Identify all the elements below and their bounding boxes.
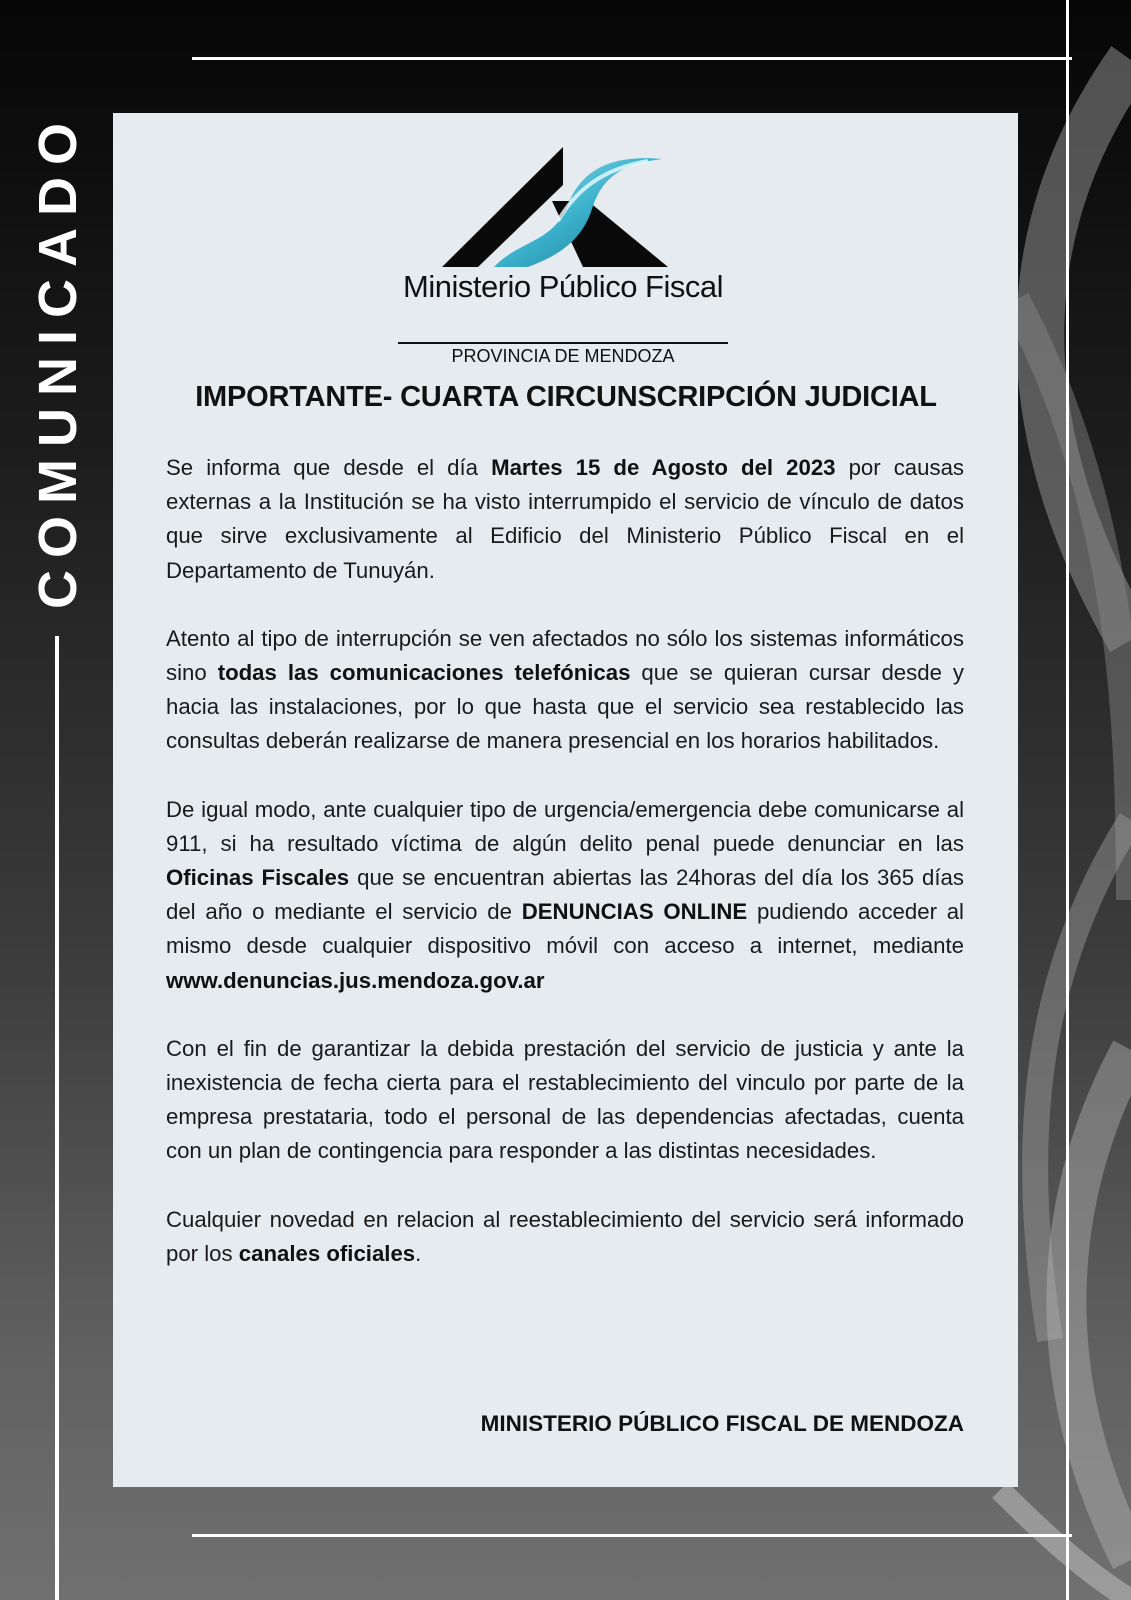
ministerio-publico-fiscal-emblem-icon xyxy=(378,143,748,273)
text-span: por causas externas a la Institución se ha visto interrumpido el servicio de vínculo de datos que sirve exclusivamente al Edificio del Ministerio Público Fiscal en el Departamento de Tunuyán. xyxy=(166,455,965,583)
text-span: Atento al tipo de interrupción se ven afectados no sólo los sistemas informáticos sino xyxy=(166,625,964,686)
comunicado-label xyxy=(20,110,96,610)
notice-body xyxy=(166,451,964,1305)
text-span: . xyxy=(415,1240,422,1266)
paragraph-1 xyxy=(166,451,964,588)
paragraph-4 xyxy=(166,1032,964,1169)
signature: MINISTERIO PÚBLICO FISCAL DE MENDOZA xyxy=(480,1411,964,1436)
text-span: que se quieran cursar desde y hacia las instalaciones, por lo que hasta que el servicio sea restablecido las consultas deberán realizarse de manera presencial en los horarios habilitados. xyxy=(166,660,964,754)
bold-highlight: todas las comunicaciones telefónicas xyxy=(217,660,631,686)
paragraph-3 xyxy=(166,793,964,998)
comunicado-text: COMUNICADO xyxy=(28,111,88,609)
paragraph-5 xyxy=(166,1203,964,1271)
bold-highlight: Oficinas Fiscales xyxy=(166,865,350,891)
denuncias-url: www.denuncias.jus.mendoza.gov.ar xyxy=(166,967,545,993)
text-span: De igual modo, ante cualquier tipo de urgencia/emergencia debe comunicarse al 911, si ha resultado víctima de algún delito penal puede denunciar en las xyxy=(166,796,964,856)
logo-subtitle: PROVINCIA DE MENDOZA xyxy=(451,346,675,366)
logo-divider xyxy=(398,342,728,344)
date-highlight: Martes 15 de Agosto del 2023 xyxy=(491,455,836,480)
headline: IMPORTANTE- CUARTA CIRCUNSCRIPCIÓN JUDICIAL xyxy=(195,381,937,413)
text-span: que se encuentran abiertas las 24horas del día los 365 días del año o mediante el servicio de xyxy=(166,865,964,925)
text-span: Con el fin de garantizar la debida prestación del servicio de justicia y ante la inexistencia de fecha cierta para el restablecimiento del vinculo por parte de la empresa prestataria, todo el personal de las dependencias afectadas, cuenta con un plan de contingencia para responder a las distintas necesidades. xyxy=(166,1035,964,1164)
text-span: Cualquier novedad en relacion al reestablecimiento del servicio será informado por los xyxy=(166,1206,964,1266)
bold-highlight: canales oficiales xyxy=(238,1240,416,1266)
logo-name: Ministerio Público Fiscal xyxy=(403,269,723,304)
paragraph-2 xyxy=(166,622,964,759)
notice-panel xyxy=(113,113,1018,1487)
bold-highlight: DENUNCIAS ONLINE xyxy=(521,899,748,925)
text-span: Se informa que desde el día xyxy=(166,455,492,480)
text-span: pudiendo acceder al mismo desde cualquier dispositivo móvil con acceso a internet, mediante xyxy=(166,899,964,959)
logo xyxy=(378,143,748,366)
